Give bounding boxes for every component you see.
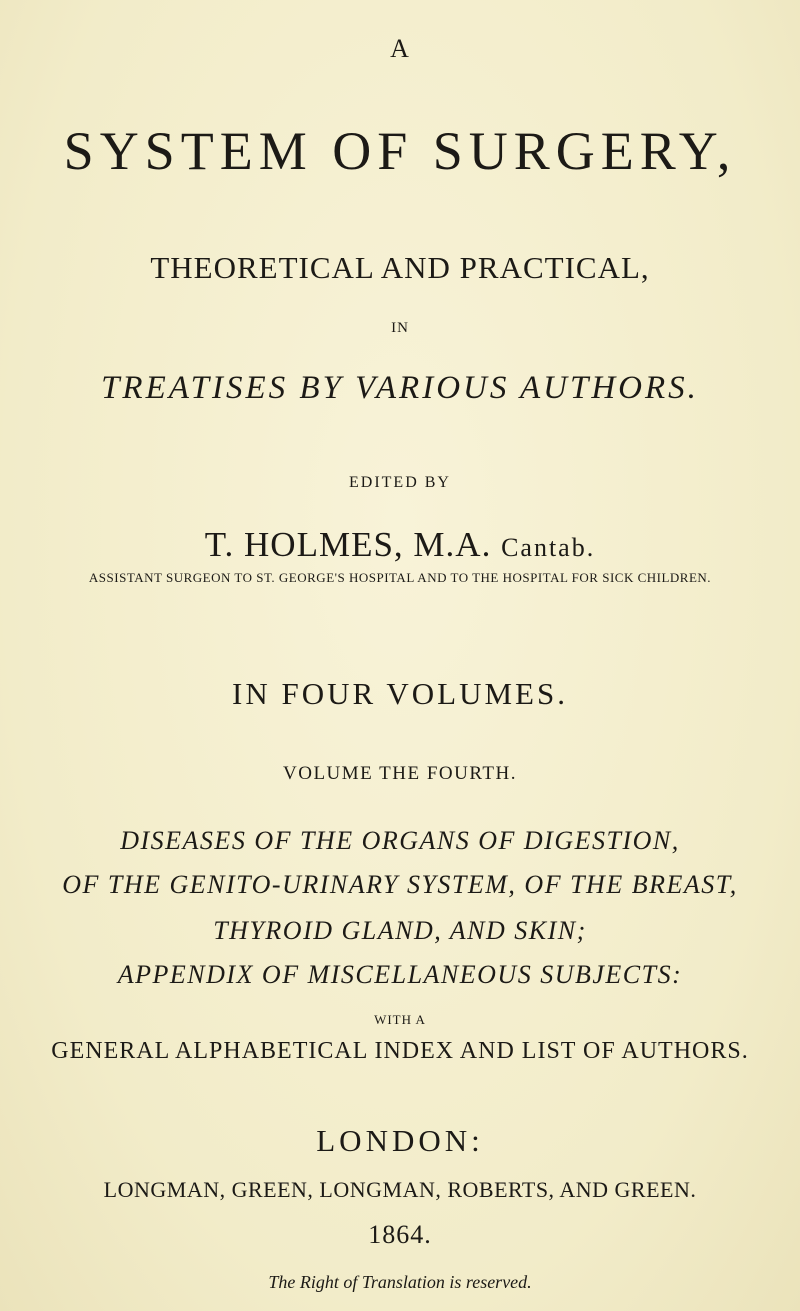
edited-by-label: EDITED BY	[349, 474, 451, 491]
book-title: SYSTEM OF SURGERY,	[63, 121, 737, 181]
title-article: A	[390, 34, 410, 63]
connector-in: IN	[391, 320, 409, 336]
rights-notice: The Right of Translation is reserved.	[268, 1272, 532, 1292]
volume-number: VOLUME THE FOURTH.	[283, 763, 517, 784]
editor-degree: Cantab.	[501, 533, 596, 562]
imprint-city: LONDON:	[316, 1123, 484, 1158]
contents-line-4: APPENDIX OF MISCELLANEOUS SUBJECTS:	[117, 960, 683, 989]
editor-name: T. HOLMES, M.A.	[204, 525, 492, 564]
contents-line-2: OF THE GENITO-URINARY SYSTEM, OF THE BREAST,	[62, 870, 738, 899]
imprint-year: 1864.	[368, 1220, 432, 1249]
imprint-publisher: LONGMAN, GREEN, LONGMAN, ROBERTS, AND GREEN.	[103, 1177, 697, 1202]
volume-set: IN FOUR VOLUMES.	[232, 676, 568, 711]
book-subtitle: THEORETICAL AND PRACTICAL,	[150, 250, 650, 285]
treatises-line: TREATISES BY VARIOUS AUTHORS.	[101, 370, 699, 406]
contents-line-3: THYROID GLAND, AND SKIN;	[213, 916, 587, 945]
with-a-label: WITH A	[374, 1012, 426, 1027]
index-line: GENERAL ALPHABETICAL INDEX AND LIST OF AUTHORS.	[51, 1038, 749, 1064]
editor-affiliation: ASSISTANT SURGEON TO ST. GEORGE'S HOSPITAL AND TO THE HOSPITAL FOR SICK CHILDREN.	[88, 570, 712, 585]
editor-name-line	[0, 525, 800, 565]
contents-line-1: DISEASES OF THE ORGANS OF DIGESTION,	[120, 826, 680, 855]
